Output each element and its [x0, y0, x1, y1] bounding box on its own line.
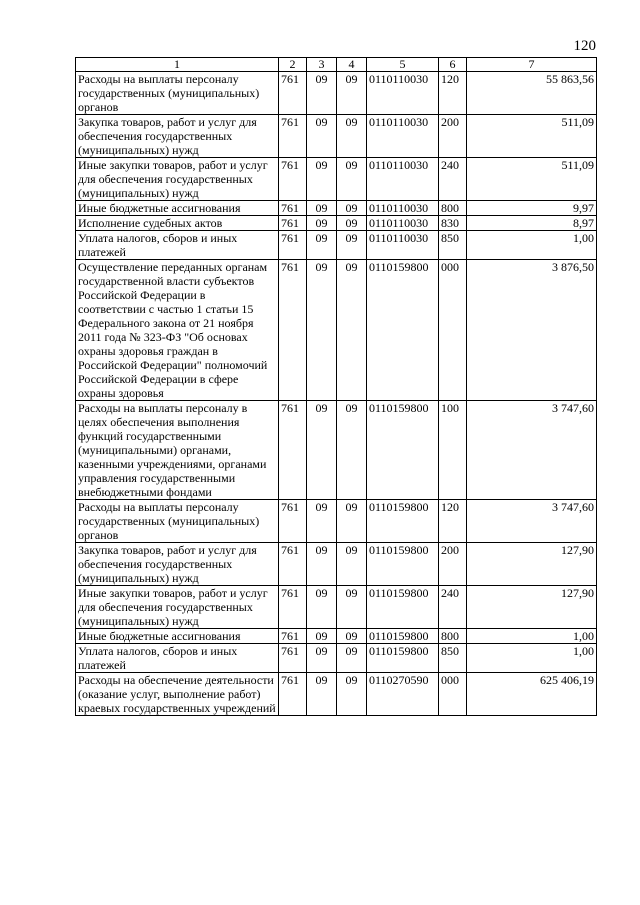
expense-name-cell: Расходы на обеспечение деятельности (оказание услуг, выполнение работ) краевых государственных учреждений	[76, 673, 279, 716]
target-article-cell: 0110110030	[367, 231, 439, 260]
code-cell: 761	[279, 401, 307, 500]
section-cell: 09	[307, 500, 337, 543]
expense-name-cell: Уплата налогов, сборов и иных платежей	[76, 231, 279, 260]
subsection-cell: 09	[337, 629, 367, 644]
subsection-cell: 09	[337, 216, 367, 231]
code-cell: 761	[279, 629, 307, 644]
expense-type-cell: 120	[439, 500, 467, 543]
subsection-cell: 09	[337, 586, 367, 629]
section-cell: 09	[307, 586, 337, 629]
amount-cell: 8,97	[467, 216, 597, 231]
subsection-cell: 09	[337, 158, 367, 201]
code-cell: 761	[279, 216, 307, 231]
subsection-cell: 09	[337, 500, 367, 543]
target-article-cell: 0110110030	[367, 115, 439, 158]
expense-type-cell: 800	[439, 201, 467, 216]
amount-cell: 127,90	[467, 586, 597, 629]
target-article-cell: 0110159800	[367, 586, 439, 629]
table-row	[76, 644, 597, 673]
column-header: 3	[307, 58, 337, 72]
code-cell: 761	[279, 543, 307, 586]
target-article-cell: 0110159800	[367, 629, 439, 644]
column-header: 5	[367, 58, 439, 72]
code-cell: 761	[279, 115, 307, 158]
section-cell: 09	[307, 216, 337, 231]
column-header: 7	[467, 58, 597, 72]
section-cell: 09	[307, 115, 337, 158]
table-row	[76, 201, 597, 216]
section-cell: 09	[307, 231, 337, 260]
code-cell: 761	[279, 586, 307, 629]
subsection-cell: 09	[337, 673, 367, 716]
section-cell: 09	[307, 72, 337, 115]
amount-cell: 3 876,50	[467, 260, 597, 401]
section-cell: 09	[307, 201, 337, 216]
expense-type-cell: 240	[439, 586, 467, 629]
expense-type-cell: 120	[439, 72, 467, 115]
target-article-cell: 0110159800	[367, 260, 439, 401]
expense-name-cell: Иные бюджетные ассигнования	[76, 201, 279, 216]
subsection-cell: 09	[337, 115, 367, 158]
table-row	[76, 260, 597, 401]
amount-cell: 511,09	[467, 158, 597, 201]
budget-table	[75, 57, 597, 716]
amount-cell: 3 747,60	[467, 500, 597, 543]
code-cell: 761	[279, 72, 307, 115]
amount-cell: 9,97	[467, 201, 597, 216]
table-row	[76, 72, 597, 115]
expense-name-cell: Осуществление переданных органам государственной власти субъектов Российской Федерации в соответствии с частью 1 статьи 15 Федерального закона от 21 ноября 2011 года № 323-ФЗ "Об основах охраны здоровья граждан в Российской Федерации" полномочий Российской Федерации в сфере охраны здоровья	[76, 260, 279, 401]
table-row	[76, 401, 597, 500]
expense-name-cell: Расходы на выплаты персоналу государственных (муниципальных) органов	[76, 500, 279, 543]
column-number-row	[76, 58, 597, 72]
table-body	[76, 72, 597, 716]
amount-cell: 55 863,56	[467, 72, 597, 115]
target-article-cell: 0110159800	[367, 543, 439, 586]
table-row	[76, 586, 597, 629]
expense-name-cell: Расходы на выплаты персоналу государственных (муниципальных) органов	[76, 72, 279, 115]
expense-type-cell: 240	[439, 158, 467, 201]
expense-name-cell: Иные закупки товаров, работ и услуг для обеспечения государственных (муниципальных) нужд	[76, 158, 279, 201]
target-article-cell: 0110110030	[367, 201, 439, 216]
subsection-cell: 09	[337, 401, 367, 500]
section-cell: 09	[307, 401, 337, 500]
column-header: 6	[439, 58, 467, 72]
subsection-cell: 09	[337, 201, 367, 216]
target-article-cell: 0110159800	[367, 500, 439, 543]
code-cell: 761	[279, 201, 307, 216]
code-cell: 761	[279, 673, 307, 716]
table-row	[76, 500, 597, 543]
page-number: 120	[573, 38, 596, 54]
expense-type-cell: 200	[439, 115, 467, 158]
amount-cell: 1,00	[467, 231, 597, 260]
expense-type-cell: 000	[439, 673, 467, 716]
expense-name-cell: Иные закупки товаров, работ и услуг для обеспечения государственных (муниципальных) нужд	[76, 586, 279, 629]
subsection-cell: 09	[337, 231, 367, 260]
target-article-cell: 0110159800	[367, 644, 439, 673]
code-cell: 761	[279, 500, 307, 543]
expense-name-cell: Закупка товаров, работ и услуг для обеспечения государственных (муниципальных) нужд	[76, 115, 279, 158]
column-header: 2	[279, 58, 307, 72]
target-article-cell: 0110110030	[367, 72, 439, 115]
expense-type-cell: 850	[439, 231, 467, 260]
section-cell: 09	[307, 260, 337, 401]
target-article-cell: 0110159800	[367, 401, 439, 500]
subsection-cell: 09	[337, 72, 367, 115]
amount-cell: 1,00	[467, 629, 597, 644]
amount-cell: 511,09	[467, 115, 597, 158]
table-row	[76, 115, 597, 158]
expense-type-cell: 850	[439, 644, 467, 673]
amount-cell: 625 406,19	[467, 673, 597, 716]
table-row	[76, 216, 597, 231]
expense-type-cell: 100	[439, 401, 467, 500]
table-row	[76, 231, 597, 260]
column-header: 4	[337, 58, 367, 72]
expense-type-cell: 200	[439, 543, 467, 586]
expense-type-cell: 000	[439, 260, 467, 401]
amount-cell: 1,00	[467, 644, 597, 673]
expense-name-cell: Уплата налогов, сборов и иных платежей	[76, 644, 279, 673]
section-cell: 09	[307, 644, 337, 673]
amount-cell: 3 747,60	[467, 401, 597, 500]
section-cell: 09	[307, 673, 337, 716]
table-row	[76, 673, 597, 716]
amount-cell: 127,90	[467, 543, 597, 586]
column-header: 1	[76, 58, 279, 72]
expense-type-cell: 830	[439, 216, 467, 231]
subsection-cell: 09	[337, 644, 367, 673]
section-cell: 09	[307, 158, 337, 201]
table-row	[76, 543, 597, 586]
code-cell: 761	[279, 260, 307, 401]
expense-name-cell: Исполнение судебных актов	[76, 216, 279, 231]
code-cell: 761	[279, 158, 307, 201]
target-article-cell: 0110270590	[367, 673, 439, 716]
code-cell: 761	[279, 644, 307, 673]
subsection-cell: 09	[337, 260, 367, 401]
target-article-cell: 0110110030	[367, 158, 439, 201]
expense-name-cell: Расходы на выплаты персоналу в целях обеспечения выполнения функций государственными (муниципальными) органами, казенными учреждениями, органами управления государственными внебюджетными фондами	[76, 401, 279, 500]
subsection-cell: 09	[337, 543, 367, 586]
code-cell: 761	[279, 231, 307, 260]
expense-type-cell: 800	[439, 629, 467, 644]
target-article-cell: 0110110030	[367, 216, 439, 231]
section-cell: 09	[307, 629, 337, 644]
table-row	[76, 629, 597, 644]
expense-name-cell: Закупка товаров, работ и услуг для обеспечения государственных (муниципальных) нужд	[76, 543, 279, 586]
table-row	[76, 158, 597, 201]
section-cell: 09	[307, 543, 337, 586]
expense-name-cell: Иные бюджетные ассигнования	[76, 629, 279, 644]
